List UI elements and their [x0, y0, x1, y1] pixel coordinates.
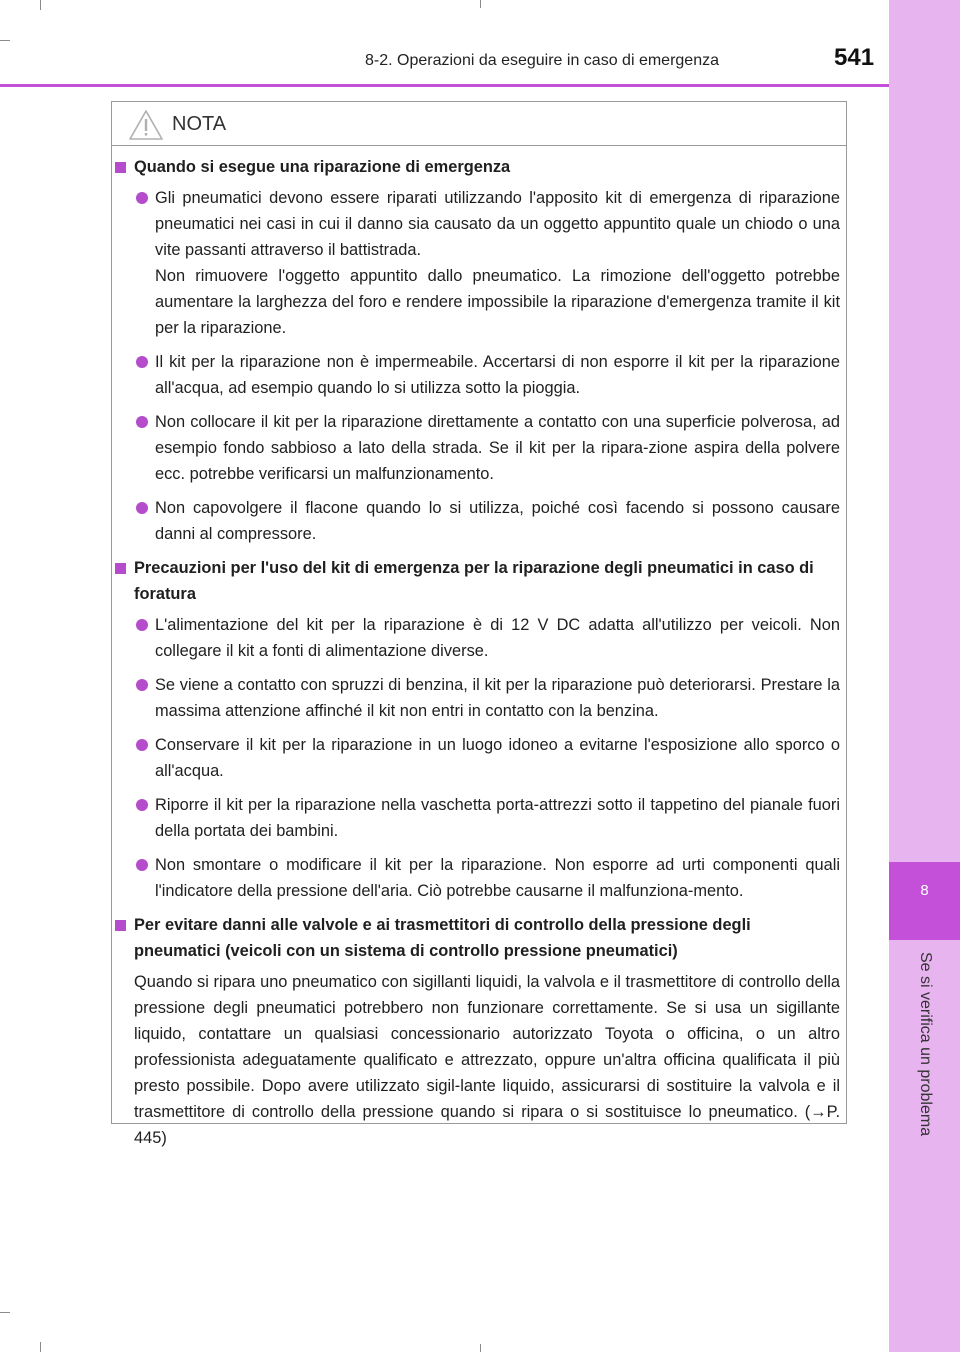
section-paragraph: Quando si ripara uno pneumatico con sigillanti liquidi, la valvola e il trasmettitore di controllo della pressione degli pneumatici potrebbero non funzionare correttamente. Se si usa un sigillante liquido, contattare un qualsiasi concessionario autorizzato Toyota o officina, o un altro professionista adeguatamente qualificato e attrezzato, oppure un'altra officina qualificata il più presto possibile. Dopo avere utilizzato sigil-lante liquido, assicurarsi di sostituire la valvola e il trasmettitore di controllo della pressione quando si ripara o si sostituisce lo pneumatico. (→P. 445)	[134, 973, 840, 1147]
square-bullet-icon	[115, 162, 126, 173]
chapter-number: 8	[920, 882, 929, 899]
circle-bullet-icon	[136, 739, 148, 751]
bullet-text: L'alimentazione del kit per la riparazione è di 12 V DC adatta all'utilizzo per veicoli. Non collegare il kit a fonti di alimentazione diverse.	[155, 616, 840, 660]
circle-bullet-icon	[136, 619, 148, 631]
bullet-text: Riporre il kit per la riparazione nella vaschetta porta-attrezzi sotto il tappetino del pianale fuori della portata dei bambini.	[155, 796, 840, 840]
crop-mark	[480, 0, 481, 8]
bullet-item	[113, 409, 840, 487]
note-section	[113, 912, 840, 1151]
circle-bullet-icon	[136, 679, 148, 691]
section-heading-text: Quando si esegue una riparazione di emergenza	[134, 158, 511, 176]
header-divider	[0, 84, 889, 87]
bullet-text: Gli pneumatici devono essere riparati utilizzando l'apposito kit di emergenza di riparazione pneumatici nei casi in cui il danno sia causato da un oggetto appuntito quale un chiodo o una vite passanti attraverso il battistrada. Non rimuovere l'oggetto appuntito dallo pneumatico. La rimozione dell'oggetto potrebbe aumentare la larghezza del foro e rendere impossibile la riparazione d'emergenza tramite il kit per la riparazione.	[155, 189, 840, 337]
bullet-text: Conservare il kit per la riparazione in un luogo idoneo a evitarne l'esposizione allo sporco o all'acqua.	[155, 736, 840, 780]
bullet-item	[113, 185, 840, 341]
square-bullet-icon	[115, 563, 126, 574]
chapter-number-block	[889, 862, 960, 940]
note-section	[113, 555, 840, 904]
circle-bullet-icon	[136, 799, 148, 811]
note-label: NOTA	[172, 113, 227, 135]
square-bullet-icon	[115, 920, 126, 931]
circle-bullet-icon	[136, 859, 148, 871]
note-content	[113, 154, 840, 1155]
section-heading	[113, 555, 840, 607]
note-header	[112, 102, 846, 146]
section-heading	[113, 154, 840, 180]
note-section	[113, 154, 840, 547]
crop-mark	[480, 1344, 481, 1352]
bullet-text: Non collocare il kit per la riparazione direttamente a contatto con una superficie polverosa, ad esempio fondo sabbioso a lato della strada. Se il kit per la ripara-zione aspira della polvere ecc. potrebbe verificarsi un malfunzionamento.	[155, 413, 840, 483]
bullet-item	[113, 672, 840, 724]
warning-triangle-icon	[128, 109, 164, 141]
chapter-title: Se si verifica un problema	[917, 952, 934, 1137]
circle-bullet-icon	[136, 502, 148, 514]
bullet-item	[113, 792, 840, 844]
bullet-item	[113, 349, 840, 401]
crop-mark	[40, 0, 41, 10]
section-heading	[113, 912, 840, 964]
bullet-text: Se viene a contatto con spruzzi di benzina, il kit per la riparazione può deteriorarsi. Prestare la massima attenzione affinché il kit non entri in contatto con la benzina.	[155, 676, 840, 720]
crop-mark	[0, 40, 10, 41]
crop-mark	[40, 1342, 41, 1352]
bullet-item	[113, 612, 840, 664]
circle-bullet-icon	[136, 356, 148, 368]
bullet-text: Non capovolgere il flacone quando lo si utilizza, poiché così facendo si possono causare danni al compressore.	[155, 499, 840, 543]
section-heading-text: Per evitare danni alle valvole e ai trasmettitori di controllo della pressione degli pneumatici (veicoli con un sistema di controllo pressione pneumatici)	[134, 916, 751, 960]
bullet-text: Il kit per la riparazione non è impermeabile. Accertarsi di non esporre il kit per la riparazione all'acqua, ad esempio quando lo si utilizza sotto la pioggia.	[155, 353, 840, 397]
bullet-item	[113, 852, 840, 904]
section-title: 8-2. Operazioni da eseguire in caso di emergenza	[365, 52, 719, 69]
circle-bullet-icon	[136, 416, 148, 428]
bullet-text: Non smontare o modificare il kit per la riparazione. Non esporre ad urti componenti quali l'indicatore della pressione dell'aria. Ciò potrebbe causarne il malfunziona-mento.	[155, 856, 840, 900]
bullet-item	[113, 732, 840, 784]
circle-bullet-icon	[136, 192, 148, 204]
bullet-item	[113, 495, 840, 547]
crop-mark	[0, 1312, 10, 1313]
page-number: 541	[834, 44, 875, 71]
section-heading-text: Precauzioni per l'uso del kit di emergenza per la riparazione degli pneumatici in caso di foratura	[134, 559, 814, 603]
chapter-side-tab	[889, 0, 960, 1352]
